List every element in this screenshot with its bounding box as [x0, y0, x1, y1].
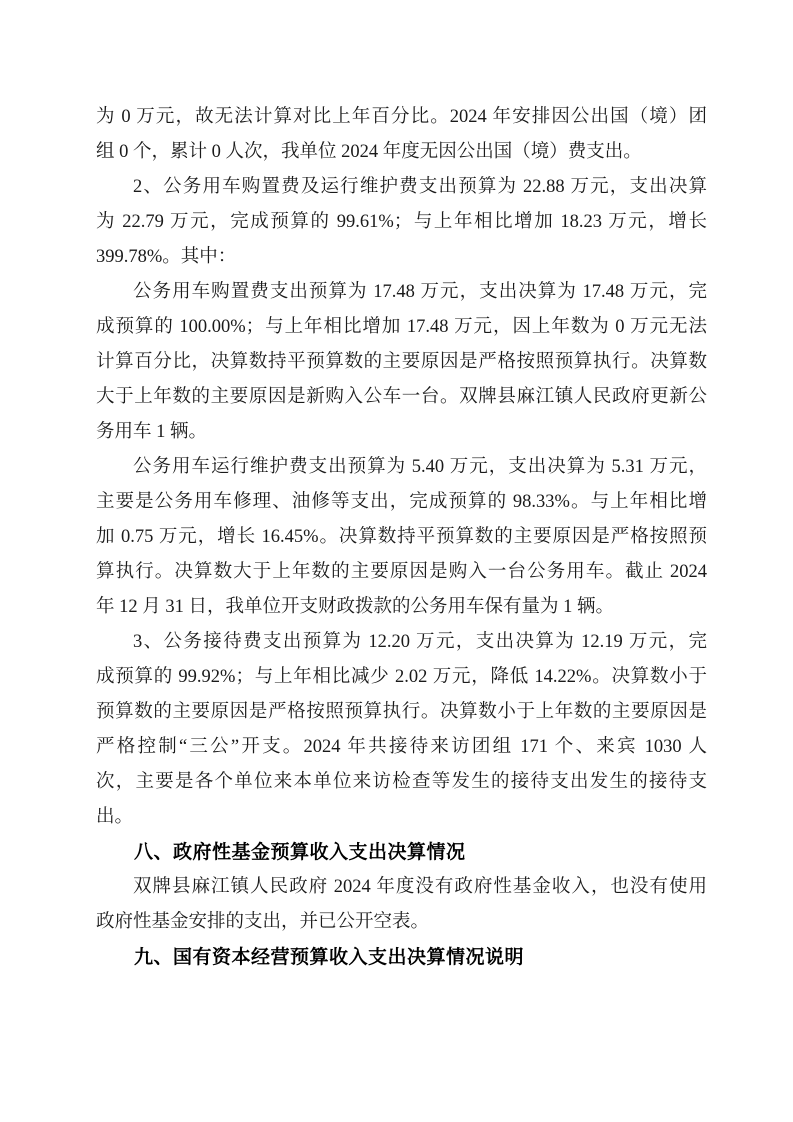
text-line: 成预算的 99.92%；与上年相比减少 2.02 万元，降低 14.22%。决算数小于	[96, 667, 707, 687]
text-line: 公务用车购置费支出预算为 17.48 万元，支出决算为 17.48 万元，完	[133, 282, 707, 302]
text-line: 务用车 1 辆。	[96, 422, 208, 442]
section-heading	[96, 835, 707, 870]
section-heading	[96, 940, 707, 975]
text-line: 预算数的主要原因是严格按照预算执行。决算数小于上年数的主要原因是	[96, 702, 707, 722]
text-line: 次，主要是各个单位来本单位来访检查等发生的接待支出发生的接待支	[96, 772, 707, 792]
text-line: 组 0 个，累计 0 人次，我单位 2024 年度无因公出国（境）费支出。	[96, 142, 642, 162]
text-line: 399.78%。其中：	[96, 247, 237, 267]
text-line: 加 0.75 万元，增长 16.45%。决算数持平预算数的主要原因是严格按照预	[96, 527, 707, 547]
text-line: 2、公务用车购置费及运行维护费支出预算为 22.88 万元，支出决算	[133, 177, 707, 197]
text-line: 算执行。决算数大于上年数的主要原因是购入一台公务用车。截止 2024	[96, 562, 707, 582]
text-line: 成预算的 100.00%；与上年相比增加 17.48 万元，因上年数为 0 万元无法	[96, 317, 707, 337]
paragraph	[96, 100, 707, 170]
paragraph	[96, 170, 707, 275]
paragraph	[96, 275, 707, 450]
text-line: 出。	[96, 807, 134, 827]
text-line: 大于上年数的主要原因是新购入公车一台。双牌县麻江镇人民政府更新公	[96, 387, 707, 407]
text-line: 严格控制“三公”开支。2024 年共接待来访团组 171 个、来宾 1030 人	[96, 737, 707, 757]
text-line: 双牌县麻江镇人民政府 2024 年度没有政府性基金收入，也没有使用	[133, 877, 707, 897]
document-body	[96, 100, 707, 975]
text-line: 八、政府性基金预算收入支出决算情况	[134, 842, 466, 863]
text-line: 计算百分比，决算数持平预算数的主要原因是严格按照预算执行。决算数	[96, 352, 707, 372]
text-line: 年 12 月 31 日，我单位开支财政拨款的公务用车保有量为 1 辆。	[96, 597, 615, 617]
paragraph	[96, 625, 707, 835]
text-line: 3、公务接待费支出预算为 12.20 万元，支出决算为 12.19 万元，完	[133, 632, 707, 652]
paragraph	[96, 450, 707, 625]
text-line: 主要是公务用车修理、油修等支出，完成预算的 98.33%。与上年相比增	[96, 492, 707, 512]
text-line: 为 0 万元，故无法计算对比上年百分比。2024 年安排因公出国（境）团	[96, 107, 707, 127]
text-line: 九、国有资本经营预算收入支出决算情况说明	[134, 947, 525, 968]
text-line: 公务用车运行维护费支出预算为 5.40 万元，支出决算为 5.31 万元，	[133, 457, 707, 477]
text-line: 为 22.79 万元，完成预算的 99.61%；与上年相比增加 18.23 万元，增长	[96, 212, 707, 232]
text-line: 政府性基金安排的支出，并已公开空表。	[96, 912, 430, 932]
paragraph	[96, 870, 707, 940]
